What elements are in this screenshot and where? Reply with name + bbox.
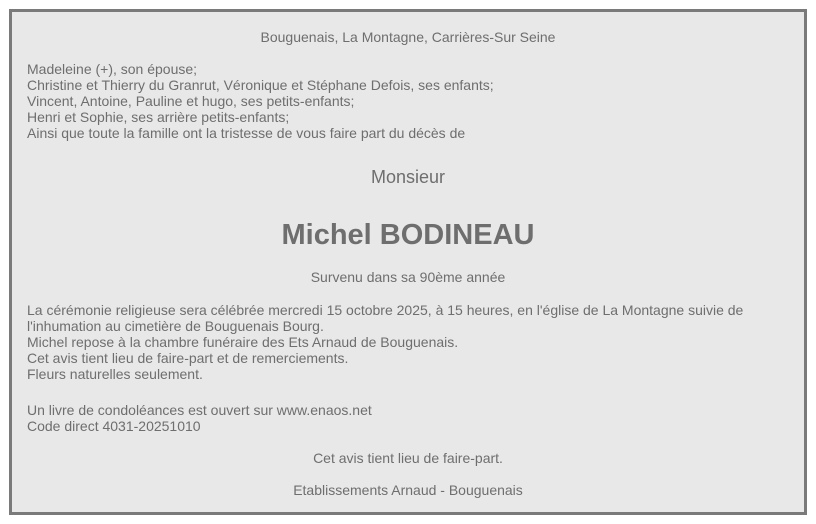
ceremony-line: Michel repose à la chambre funéraire des Ets Arnaud de Bouguenais. — [27, 334, 459, 350]
family-line: Madeleine (+), son épouse; — [27, 61, 198, 77]
locations-line: Bouguenais, La Montagne, Carrières-Sur Seine — [260, 29, 556, 45]
age-line: Survenu dans sa 90ème année — [310, 269, 506, 285]
family-line: Ainsi que toute la famille ont la tristesse de vous faire part du décès de — [27, 125, 466, 141]
obituary-notice — [9, 9, 807, 515]
deceased-name: Michel BODINEAU — [281, 219, 535, 251]
ceremony-details — [27, 302, 792, 382]
ceremony-line: Cet avis tient lieu de faire-part et de remerciements. — [27, 350, 349, 366]
condolences-block — [27, 402, 792, 434]
faire-part-line: Cet avis tient lieu de faire-part. — [313, 450, 503, 466]
funeral-home: Etablissements Arnaud - Bouguenais — [293, 482, 523, 498]
honorific-title: Monsieur — [370, 167, 446, 187]
family-line: Vincent, Antoine, Pauline et hugo, ses petits-enfants; — [27, 93, 355, 109]
condolences-code: Code direct 4031-20251010 — [27, 418, 201, 434]
family-line: Christine et Thierry du Granrut, Véronique et Stéphane Defois, ses enfants; — [27, 77, 494, 93]
condolences-line: Un livre de condoléances est ouvert sur www.enaos.net — [27, 402, 372, 418]
family-line: Henri et Sophie, ses arrière petits-enfants; — [27, 109, 290, 125]
ceremony-line: La cérémonie religieuse sera célébrée mercredi 15 octobre 2025, à 15 heures, en l'église de La Montagne suivie de l'inhumation au cimetière de Bouguenais Bourg. — [27, 302, 744, 334]
ceremony-line: Fleurs naturelles seulement. — [27, 366, 203, 382]
family-list — [27, 61, 792, 141]
